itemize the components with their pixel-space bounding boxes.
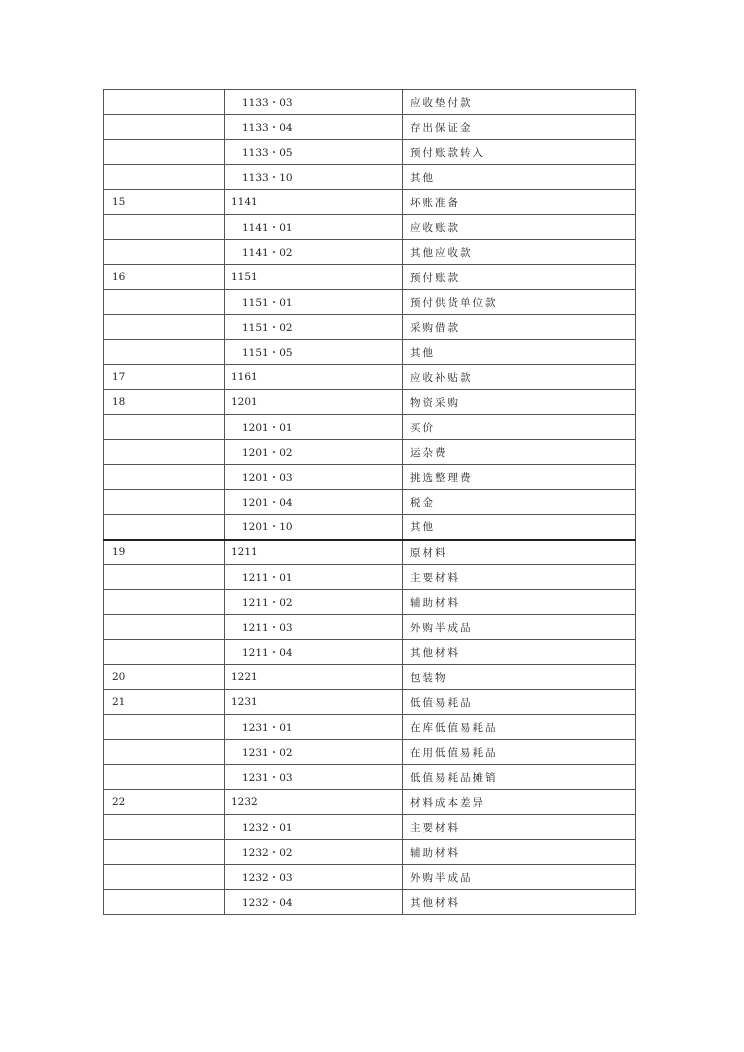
account-code-cell: 1211・02 <box>225 590 403 615</box>
account-name-cell: 材料成本差异 <box>403 790 636 815</box>
account-code-cell: 1232・03 <box>225 865 403 890</box>
row-number-cell: 16 <box>104 265 225 290</box>
table-row <box>104 365 636 390</box>
account-code-cell: 1231・03 <box>225 765 403 790</box>
table-row <box>104 140 636 165</box>
account-name-cell: 在库低值易耗品 <box>403 715 636 740</box>
account-name-cell: 其他材料 <box>403 890 636 915</box>
account-code-cell: 1151・02 <box>225 315 403 340</box>
row-number-cell <box>104 740 225 765</box>
table-row <box>104 565 636 590</box>
row-number-cell <box>104 640 225 665</box>
table-row <box>104 640 636 665</box>
row-number-cell: 17 <box>104 365 225 390</box>
table-row <box>104 690 636 715</box>
table-row <box>104 440 636 465</box>
row-number-cell <box>104 615 225 640</box>
account-name-cell: 包装物 <box>403 665 636 690</box>
account-name-cell: 外购半成品 <box>403 615 636 640</box>
account-name-cell: 采购借款 <box>403 315 636 340</box>
account-name-cell: 买价 <box>403 415 636 440</box>
account-code-cell: 1141 <box>225 190 403 215</box>
account-name-cell: 坏账准备 <box>403 190 636 215</box>
account-name-cell: 其他 <box>403 515 636 540</box>
table-row <box>104 840 636 865</box>
table-row <box>104 265 636 290</box>
account-code-cell: 1231 <box>225 690 403 715</box>
table-row <box>104 90 636 115</box>
table-row <box>104 465 636 490</box>
table-row <box>104 490 636 515</box>
table-row <box>104 415 636 440</box>
account-name-cell: 辅助材料 <box>403 840 636 865</box>
table-row <box>104 190 636 215</box>
row-number-cell <box>104 165 225 190</box>
account-name-cell: 主要材料 <box>403 815 636 840</box>
table-row <box>104 340 636 365</box>
row-number-cell: 19 <box>104 540 225 565</box>
table-row <box>104 815 636 840</box>
account-code-cell: 1133・10 <box>225 165 403 190</box>
row-number-cell <box>104 315 225 340</box>
account-code-cell: 1201・01 <box>225 415 403 440</box>
account-code-cell: 1201 <box>225 390 403 415</box>
account-code-cell: 1201・10 <box>225 515 403 540</box>
account-code-cell: 1232・04 <box>225 890 403 915</box>
table-row <box>104 665 636 690</box>
table-row <box>104 290 636 315</box>
account-code-cell: 1133・05 <box>225 140 403 165</box>
table-row <box>104 515 636 540</box>
account-code-cell: 1151・05 <box>225 340 403 365</box>
account-name-cell: 预付供货单位款 <box>403 290 636 315</box>
row-number-cell: 15 <box>104 190 225 215</box>
row-number-cell <box>104 140 225 165</box>
table-row <box>104 240 636 265</box>
account-code-cell: 1231・02 <box>225 740 403 765</box>
account-code-cell: 1151・01 <box>225 290 403 315</box>
account-code-cell: 1211 <box>225 540 403 565</box>
account-name-cell: 运杂费 <box>403 440 636 465</box>
account-code-cell: 1151 <box>225 265 403 290</box>
account-name-cell: 其他应收款 <box>403 240 636 265</box>
account-name-cell: 应收补贴款 <box>403 365 636 390</box>
account-name-cell: 辅助材料 <box>403 590 636 615</box>
account-name-cell: 挑选整理费 <box>403 465 636 490</box>
row-number-cell <box>104 215 225 240</box>
account-code-cell: 1211・01 <box>225 565 403 590</box>
account-name-cell: 低值易耗品 <box>403 690 636 715</box>
account-name-cell: 预付账款转入 <box>403 140 636 165</box>
account-code-cell: 1232・01 <box>225 815 403 840</box>
table-row <box>104 865 636 890</box>
row-number-cell <box>104 515 225 540</box>
accounts-table-body <box>104 90 636 915</box>
account-code-cell: 1201・04 <box>225 490 403 515</box>
row-number-cell <box>104 865 225 890</box>
table-row <box>104 315 636 340</box>
account-code-cell: 1133・03 <box>225 90 403 115</box>
table-row <box>104 390 636 415</box>
row-number-cell <box>104 340 225 365</box>
table-row <box>104 740 636 765</box>
table-row <box>104 790 636 815</box>
account-code-cell: 1161 <box>225 365 403 390</box>
table-row <box>104 615 636 640</box>
table-row <box>104 215 636 240</box>
row-number-cell <box>104 290 225 315</box>
row-number-cell <box>104 115 225 140</box>
account-name-cell: 其他 <box>403 340 636 365</box>
row-number-cell <box>104 890 225 915</box>
row-number-cell <box>104 90 225 115</box>
account-code-cell: 1133・04 <box>225 115 403 140</box>
table-row <box>104 115 636 140</box>
row-number-cell <box>104 240 225 265</box>
account-name-cell: 原材料 <box>403 540 636 565</box>
account-code-cell: 1141・01 <box>225 215 403 240</box>
account-code-cell: 1141・02 <box>225 240 403 265</box>
row-number-cell <box>104 815 225 840</box>
account-code-cell: 1201・03 <box>225 465 403 490</box>
row-number-cell: 20 <box>104 665 225 690</box>
row-number-cell <box>104 565 225 590</box>
row-number-cell <box>104 440 225 465</box>
accounts-table <box>103 89 636 915</box>
account-name-cell: 预付账款 <box>403 265 636 290</box>
table-row <box>104 890 636 915</box>
account-name-cell: 物资采购 <box>403 390 636 415</box>
table-row <box>104 715 636 740</box>
row-number-cell: 18 <box>104 390 225 415</box>
account-name-cell: 外购半成品 <box>403 865 636 890</box>
row-number-cell <box>104 765 225 790</box>
table-row <box>104 540 636 565</box>
account-name-cell: 其他 <box>403 165 636 190</box>
account-name-cell: 存出保证金 <box>403 115 636 140</box>
table-row <box>104 165 636 190</box>
row-number-cell <box>104 465 225 490</box>
account-name-cell: 低值易耗品摊销 <box>403 765 636 790</box>
account-code-cell: 1201・02 <box>225 440 403 465</box>
row-number-cell <box>104 415 225 440</box>
account-code-cell: 1221 <box>225 665 403 690</box>
row-number-cell <box>104 590 225 615</box>
row-number-cell <box>104 490 225 515</box>
account-name-cell: 税金 <box>403 490 636 515</box>
account-name-cell: 其他材料 <box>403 640 636 665</box>
account-code-cell: 1231・01 <box>225 715 403 740</box>
row-number-cell: 21 <box>104 690 225 715</box>
account-name-cell: 应收垫付款 <box>403 90 636 115</box>
account-code-cell: 1211・03 <box>225 615 403 640</box>
account-code-cell: 1232 <box>225 790 403 815</box>
account-name-cell: 在用低值易耗品 <box>403 740 636 765</box>
account-name-cell: 主要材料 <box>403 565 636 590</box>
table-row <box>104 765 636 790</box>
table-row <box>104 590 636 615</box>
account-code-cell: 1232・02 <box>225 840 403 865</box>
row-number-cell <box>104 840 225 865</box>
account-name-cell: 应收账款 <box>403 215 636 240</box>
account-code-cell: 1211・04 <box>225 640 403 665</box>
row-number-cell: 22 <box>104 790 225 815</box>
row-number-cell <box>104 715 225 740</box>
